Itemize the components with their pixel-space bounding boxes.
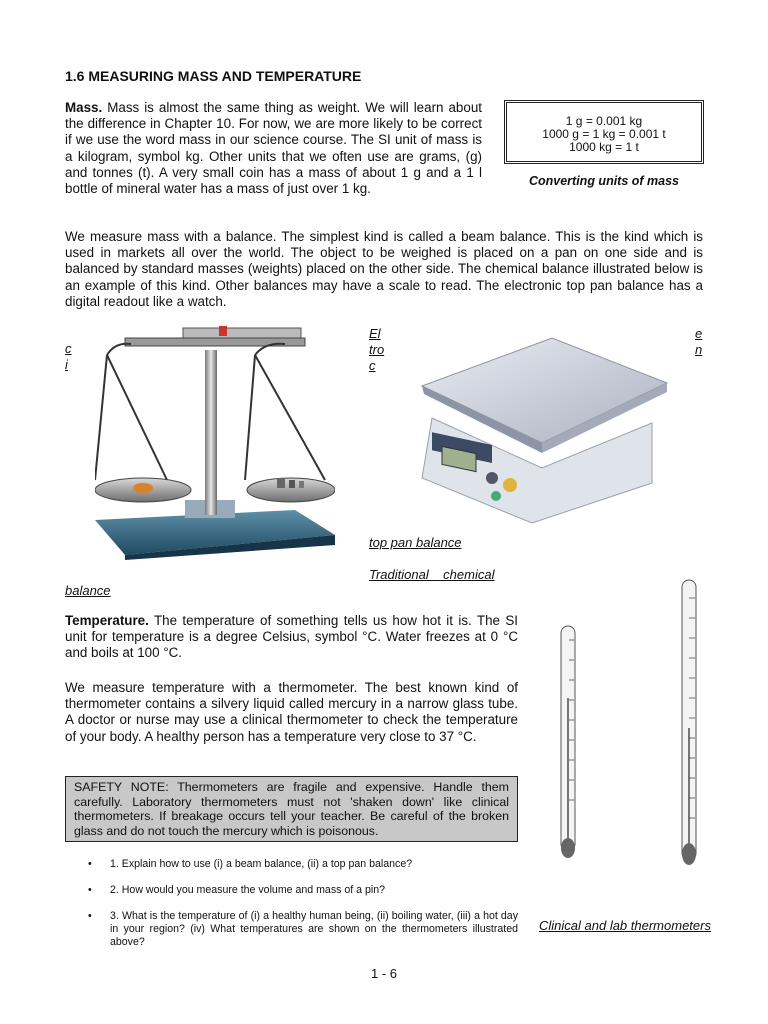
fragment-left — [65, 341, 72, 373]
bullet: • — [88, 858, 92, 870]
thermometer-paragraph: We measure temperature with a thermometer. The best known kind of thermometer contains a silvery liquid called mercury in a narrow glass tube. A doctor or nurse may use a clinical thermometer to check the temperature of your body. A healthy person has a temperature very close to 37 °C. — [65, 680, 518, 744]
mass-label: Mass. — [65, 100, 103, 115]
question-2: 2. How would you measure the volume and mass of a pin? — [110, 884, 385, 896]
question-1: 1. Explain how to use (i) a beam balance, (ii) a top pan balance? — [110, 858, 413, 870]
conversion-line-1: 1 g = 0.001 kg — [565, 114, 643, 128]
caption-balance: balance — [65, 583, 111, 598]
list-item — [88, 858, 518, 871]
bullet: • — [88, 910, 92, 922]
section-heading: 1.6 MEASURING MASS AND TEMPERATURE — [65, 68, 362, 84]
fragment-left-1: c — [65, 341, 72, 356]
top-pan-balance-image — [412, 328, 674, 528]
bullet: • — [88, 884, 92, 896]
chemical-balance-image — [95, 320, 335, 560]
safety-note: SAFETY NOTE: Thermometers are fragile and expensive. Handle them carefully. Laboratory thermometers must not 'shaken down' like clinical thermometers. If breakage occurs tell your teacher. Be careful of the broken glass and do not touch the mercury which is poisonous. — [65, 776, 518, 842]
temperature-text: The temperature of something tells us how hot it is. The SI unit for temperature is a degree Celsius, symbol °C. Water freezes at 0 °C and boils at 100 °C. — [65, 613, 518, 661]
list-item — [88, 884, 518, 897]
fragment-right-1: e — [695, 326, 703, 341]
question-list — [88, 858, 518, 962]
fragment-middle-3: c — [369, 358, 376, 373]
caption-top-pan-balance: top pan balance — [369, 535, 462, 550]
fragment-right — [695, 326, 702, 358]
fragment-middle — [369, 326, 384, 374]
mass-paragraph — [65, 100, 482, 197]
conversion-line-3: 1000 kg = 1 t — [569, 140, 639, 154]
temperature-paragraph — [65, 613, 518, 662]
conversion-line-2: 1000 g = 1 kg = 0.001 t — [542, 127, 666, 141]
page-number: 1 - 6 — [370, 966, 397, 981]
balance-paragraph: We measure mass with a balance. The simplest kind is called a beam balance. This is the kind which is used in markets all over the world. The object to be weighed is placed on a pan on one side and is balanced by standard masses (weights) placed on the other side. The chemical balance illustrated below is an example of this kind. Other balances may have a scale to read. The electronic top pan balance has a digital readout like a watch. — [65, 229, 703, 309]
caption-thermometers: Clinical and lab thermometers — [539, 918, 711, 933]
conversion-caption: Converting units of mass — [528, 174, 680, 188]
caption-traditional: Traditional chemical — [369, 567, 495, 582]
thermometers-image — [555, 578, 705, 868]
conversion-box — [504, 100, 704, 164]
question-3: 3. What is the temperature of (i) a healthy human being, (ii) boiling water, (iii) a hot day in your region? (iv) What temperatures are shown on the thermometers illustrated above? — [110, 910, 518, 948]
temperature-label: Temperature. — [65, 613, 149, 628]
fragment-middle-2: tro — [369, 342, 385, 357]
fragment-left-2: i — [65, 357, 68, 372]
mass-text: Mass is almost the same thing as weight. We will learn about the difference in Chapter 10. For now, we are more likely to be correct if we use the word mass in our science course. The SI unit of mass is a kilogram, symbol kg. Other units that we often use are grams, (g) and tonnes (t). A very small coin has a mass of about 1 g and a 1 l bottle of mineral water has a mass of just over 1 kg. — [65, 100, 482, 197]
fragment-middle-1: El — [369, 326, 381, 341]
list-item — [88, 910, 518, 949]
fragment-right-2: n — [695, 342, 703, 357]
